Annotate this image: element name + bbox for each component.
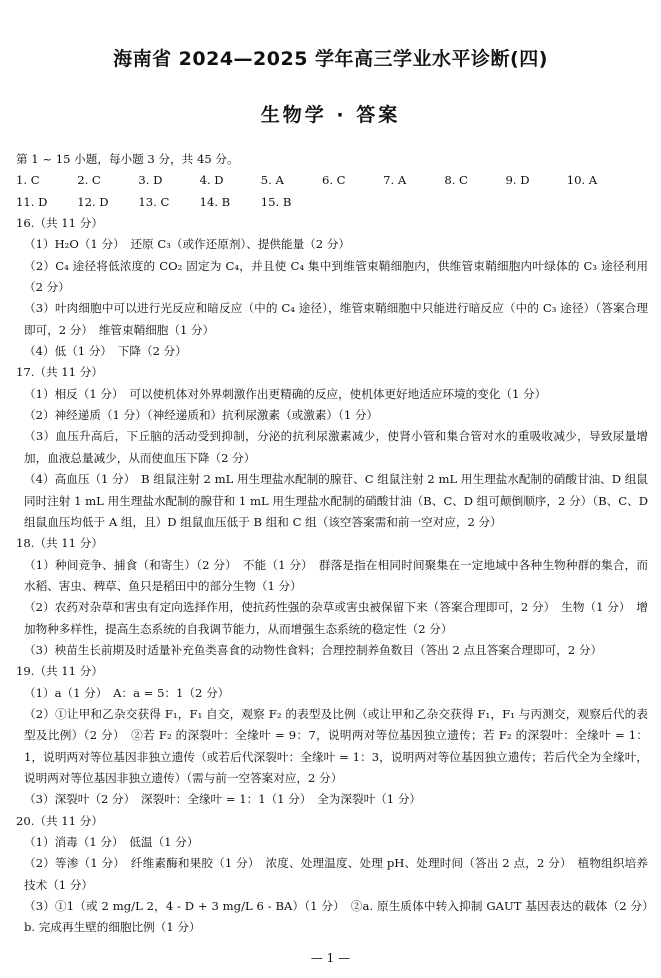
choice-answer: 2. C xyxy=(77,173,101,188)
answer-paragraph: （2）神经递质（1 分）（神经递质和）抗利尿激素（或激素）（1 分） xyxy=(24,408,379,423)
choice-answer: 9. D xyxy=(505,173,530,188)
answer-paragraph: （2）农药对杂草和害虫有定向选择作用，使抗药性强的杂草或害虫被保留下来（答案合理即可，2 分） 生物（1 分） 增加物种多样性，提高生态系统的自我调节能力，从而增强生态系统的稳定性（2 分） xyxy=(24,600,648,636)
choice-intro: 第 1 ~ 15 小题，每小题 3 分，共 45 分。 xyxy=(16,152,239,166)
choice-answers-row-2 xyxy=(16,192,648,213)
page-number: — 1 — xyxy=(310,951,351,965)
choice-answers-row-1 xyxy=(16,170,648,191)
answer-paragraph: （4）低（1 分） 下降（2 分） xyxy=(24,344,187,359)
answer-paragraph: （4）高血压（1 分） B 组鼠注射 2 mL 用生理盐水配制的腺苷、C 组鼠注射 2 mL 用生理盐水配制的硝酸甘油、D 组鼠同时注射 1 mL 用生理盐水配制的腺苷和 1 mL 用生理盐水配制的硝酸甘油（B、C、D 组可颠倒顺序，2 分）（B、C、D 组鼠血压均低于 A 组，且）D 组鼠血压低于 B 组和 C 组（该空答案需和前一空对应，2 分） xyxy=(24,472,648,529)
choice-answer: 3. D xyxy=(138,173,163,188)
choice-answer: 4. D xyxy=(199,173,224,188)
question-19 xyxy=(16,661,648,810)
choice-answer: 11. D xyxy=(16,194,48,209)
page-title: 海南省 2024—2025 学年高三学业水平诊断(四) xyxy=(113,48,548,70)
question-17 xyxy=(16,362,648,533)
choice-answer: 6. C xyxy=(321,173,346,188)
answer-paragraph: （1）H₂O（1 分） 还原 C₃（或作还原剂）、提供能量（2 分） xyxy=(24,237,351,252)
choice-answer: 1. C xyxy=(16,173,40,188)
answer-paragraph: （3）①1（或 2 mg/L 2，4 - D + 3 mg/L 6 - BA）（1 分） ②a. 原生质体中转入抑制 GAUT 基因表达的载体（2 分） b. 完成再生壁的细胞比例（1 分） xyxy=(24,899,660,935)
answer-paragraph: （2）等渗（1 分） 纤维素酶和果胶（1 分） 浓度、处理温度、处理 pH、处理时间（答出 2 点，2 分） 植物组织培养技术（1 分） xyxy=(24,856,648,892)
answer-paragraph: （2）①让甲和乙杂交获得 F₁，F₁ 自交，观察 F₂ 的表型及比例（或让甲和乙杂交获得 F₁，F₁ 与丙测交，观察后代的表型及比例）（2 分） ②若 F₂ 的深裂叶：全缘叶 = 9：7，说明两对等位基因独立遗传；若 F₂ 的深裂叶：全缘叶 = 1：1，说明两对等位基因非独立遗传（或若后代深裂叶：全缘叶 = 1：3，说明两对等位基因独立遗传；若后代全为全缘叶，说明两对等位基因非独立遗传）（需与前一空答案对应，2 分） xyxy=(24,706,648,785)
question-heading: 20.（共 11 分） xyxy=(16,813,103,828)
answer-paragraph: （1）a（1 分） A：a = 5：1（2 分） xyxy=(24,685,230,700)
answer-paragraph: （1）相反（1 分） 可以使机体对外界刺激作出更精确的反应，使机体更好地适应环境的变化（1 分） xyxy=(24,386,547,401)
answer-paragraph: （3）叶肉细胞中可以进行光反应和暗反应（中的 C₄ 途径），维管束鞘细胞中只能进行暗反应（中的 C₃ 途径）（答案合理即可，2 分） 维管束鞘细胞（1 分） xyxy=(24,301,648,337)
answer-paragraph: （3）血压升高后，下丘脑的活动受到抑制，分泌的抗利尿激素减少，使肾小管和集合管对水的重吸收减少，导致尿量增加，血液总量减少，从而使血压下降（2 分） xyxy=(24,429,648,465)
question-heading: 17.（共 11 分） xyxy=(16,365,103,380)
answer-paragraph: （3）深裂叶（2 分） 深裂叶：全缘叶 = 1：1（1 分） 全为深裂叶（1 分） xyxy=(24,792,422,807)
choice-answer: 14. B xyxy=(199,194,231,209)
question-20 xyxy=(16,811,660,939)
choice-answer: 13. C xyxy=(138,194,170,209)
page-subtitle: 生物学 · 答案 xyxy=(260,104,401,126)
choice-answer: 8. C xyxy=(444,173,468,188)
choice-answer: 7. A xyxy=(383,173,407,188)
choice-answer: 5. A xyxy=(260,173,284,188)
answer-content xyxy=(16,149,660,939)
answer-paragraph: （3）秧苗生长前期及时适量补充鱼类喜食的动物性食料；合理控制养鱼数目（答出 2 点且答案合理即可，2 分） xyxy=(24,642,603,657)
question-heading: 19.（共 11 分） xyxy=(16,664,103,679)
answer-paragraph: （2）C₄ 途径将低浓度的 CO₂ 固定为 C₄，并且使 C₄ 集中到维管束鞘细胞内，供维管束鞘细胞内叶绿体的 C₃ 途径利用（2 分） xyxy=(24,258,648,295)
choice-answer: 12. D xyxy=(77,194,109,209)
question-18 xyxy=(16,533,648,661)
choice-answer: 15. B xyxy=(260,194,292,209)
question-16 xyxy=(16,213,648,362)
answer-paragraph: （1）消毒（1 分） 低温（1 分） xyxy=(24,835,199,849)
question-heading: 18.（共 11 分） xyxy=(16,536,103,551)
answer-paragraph: （1）种间竞争、捕食（和寄生）（2 分） 不能（1 分） 群落是指在相同时间聚集在一定地域中各种生物种群的集合，而水稻、害虫、稗草、鱼只是稻田中的部分生物（1 分） xyxy=(24,557,648,593)
choice-answer: 10. A xyxy=(566,173,598,188)
question-heading: 16.（共 11 分） xyxy=(16,216,103,231)
